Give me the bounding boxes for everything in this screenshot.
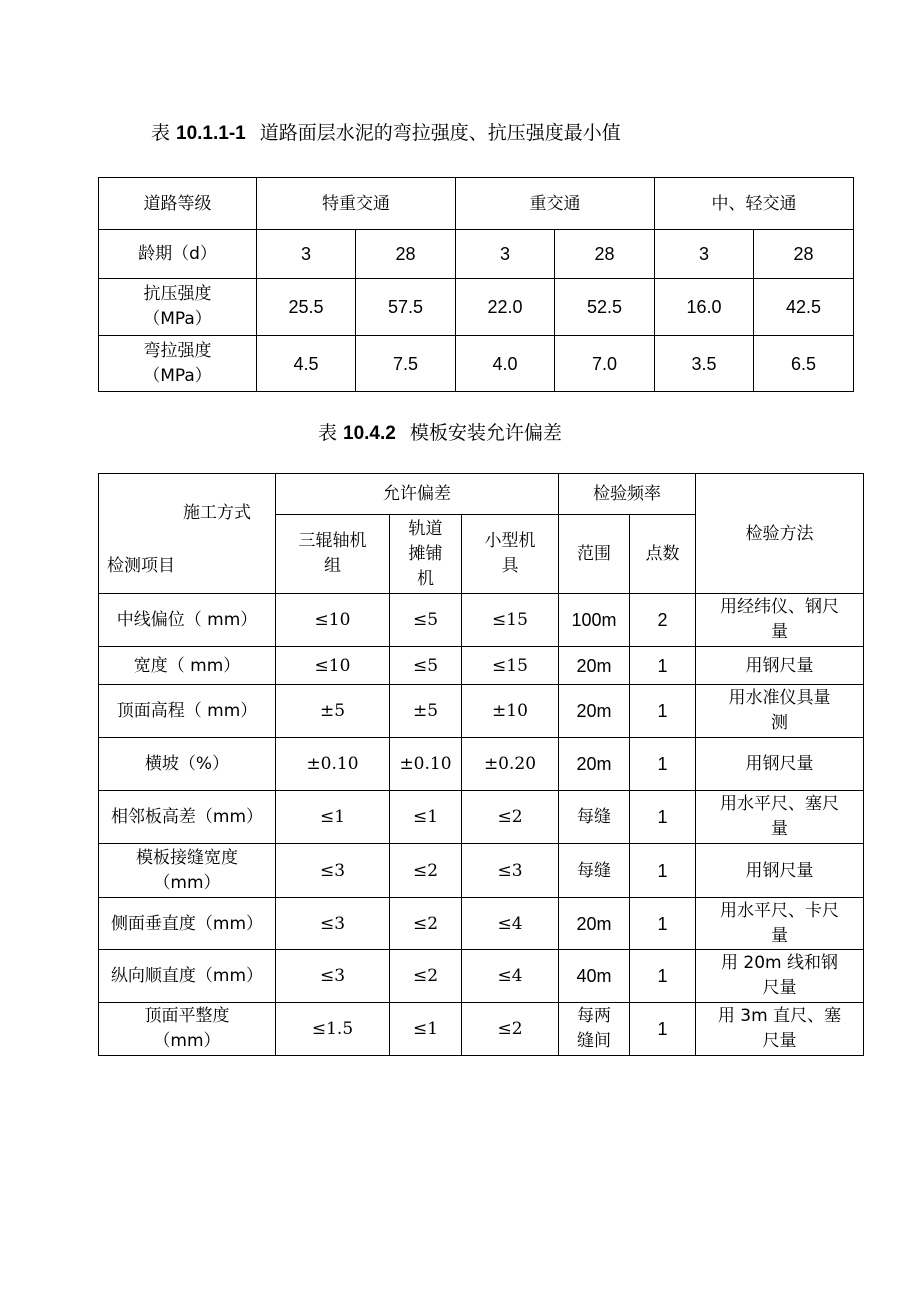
range-value: 40m [559,950,630,1003]
table-row [99,791,864,844]
method-line1: 用水平尺、塞尺 [720,794,839,814]
compressive-value: 52.5 [555,279,655,336]
points-header: 点数 [630,515,696,594]
track-paver-value: ≤1 [390,791,462,844]
table1-compressive-row [99,279,854,336]
compressive-value: 25.5 [257,279,356,336]
small-machine-value: ≤15 [462,594,559,647]
flexural-strength-label [99,336,257,392]
track-paver-value: ≤2 [390,898,462,950]
three-roller-value: ≤3 [276,898,390,950]
track-paver-value: ≤5 [390,647,462,685]
table-row [99,647,864,685]
flexural-value: 4.0 [456,336,555,392]
compressive-value: 16.0 [655,279,754,336]
table1-header-row [99,178,854,230]
allowable-deviation-header: 允许偏差 [276,474,559,515]
table2-caption-number: 10.4.2 [343,423,396,444]
item-cell: 中线偏位（ mm） [99,594,276,647]
small-machine-line1: 小型机 [484,531,536,551]
table1-caption-number: 10.1.1-1 [176,123,246,144]
method-line1: 用水平尺、卡尺 [720,900,839,921]
table2-caption [0,418,920,445]
method-cell [696,791,864,844]
range-value: 20m [559,738,630,791]
three-roller-value: ≤1.5 [276,1003,390,1056]
three-roller-value: ≤10 [276,647,390,685]
item-cell [99,844,276,898]
method-cell [696,594,864,647]
item-cell: 侧面垂直度（mm） [99,898,276,950]
road-grade-header: 道路等级 [99,178,257,230]
table-row [99,844,864,898]
points-value: 1 [630,647,696,685]
inspection-frequency-header: 检验频率 [559,474,696,515]
age-value: 28 [754,230,854,279]
three-roller-value: ±5 [276,685,390,738]
method-cell [696,898,864,950]
age-value: 28 [555,230,655,279]
item-line1: 顶面平整度 [144,1006,230,1026]
range-line2: 缝间 [577,1031,611,1051]
age-value: 3 [456,230,555,279]
flexural-value: 3.5 [655,336,754,392]
item-cell: 宽度（ mm） [99,647,276,685]
table1-flexural-row [99,336,854,392]
small-machine-value: ±10 [462,685,559,738]
table2-header-row1 [99,474,864,515]
age-value: 3 [655,230,754,279]
points-value: 1 [630,791,696,844]
flexural-value: 6.5 [754,336,854,392]
medium-light-traffic-header: 中、轻交通 [655,178,854,230]
track-paver-header [390,515,462,594]
method-cell: 用钢尺量 [696,738,864,791]
method-line2: 尺量 [762,978,797,998]
item-cell: 顶面高程（ mm） [99,685,276,738]
construction-method-header: 施工方式 [183,503,251,523]
method-line2: 测 [771,713,788,733]
points-value: 2 [630,594,696,647]
cement-strength-table [98,177,854,392]
heavy-traffic-header: 重交通 [456,178,655,230]
small-machine-value: ≤4 [462,950,559,1003]
points-value: 1 [630,898,696,950]
method-line2: 量 [771,622,788,642]
range-value: 每缝 [559,844,630,898]
range-value: 20m [559,898,630,950]
range-value: 20m [559,685,630,738]
compressive-label-line2: （MPa） [143,309,212,329]
method-cell [696,1003,864,1056]
small-machine-value: ≤4 [462,898,559,950]
three-roller-value: ≤3 [276,844,390,898]
compressive-label-line1: 抗压强度 [143,284,212,304]
track-paver-value: ±5 [390,685,462,738]
points-value: 1 [630,685,696,738]
table-row [99,950,864,1003]
small-machine-value: ≤3 [462,844,559,898]
method-cell: 用钢尺量 [696,844,864,898]
track-paver-value: ≤1 [390,1003,462,1056]
item-line1: 模板接缝宽度 [136,847,238,868]
small-machine-header [462,515,559,594]
range-value: 100m [559,594,630,647]
compressive-strength-label [99,279,257,336]
table1-caption-prefix: 表 [151,122,171,144]
small-machine-value: ±0.20 [462,738,559,791]
points-value: 1 [630,844,696,898]
method-line2: 量 [771,925,788,946]
corner-header-cell [99,474,276,594]
inspection-method-header: 检验方法 [696,474,864,594]
table-row [99,594,864,647]
item-cell: 横坡（%） [99,738,276,791]
table1-caption-text: 道路面层水泥的弯拉强度、抗压强度最小值 [259,122,621,144]
three-roller-line1: 三辊轴机 [298,531,367,551]
three-roller-value: ≤10 [276,594,390,647]
item-line2: （mm） [153,1031,221,1051]
table1-caption [0,118,920,145]
three-roller-value: ±0.10 [276,738,390,791]
flexural-value: 4.5 [257,336,356,392]
range-header: 范围 [559,515,630,594]
range-line1: 每两 [577,1006,611,1026]
method-line1: 用 3m 直尺、塞 [717,1006,842,1026]
item-line2: （mm） [153,872,221,893]
small-machine-value: ≤2 [462,1003,559,1056]
method-line1: 用水准仪具量 [728,688,831,708]
flexural-label-line2: （MPa） [143,365,212,386]
track-paver-line1: 轨道 [408,518,443,539]
range-value: 每缝 [559,791,630,844]
method-line1: 用经纬仪、钢尺 [720,597,839,617]
flexural-label-line1: 弯拉强度 [143,340,212,361]
range-value: 20m [559,647,630,685]
table-row [99,738,864,791]
three-roller-line2: 组 [324,556,341,576]
three-roller-value: ≤1 [276,791,390,844]
age-label: 龄期（d） [99,230,257,279]
table2-caption-prefix: 表 [318,422,338,444]
age-value: 3 [257,230,356,279]
table-row [99,1003,864,1056]
method-cell [696,685,864,738]
track-paver-value: ≤2 [390,844,462,898]
method-cell: 用钢尺量 [696,647,864,685]
age-value: 28 [356,230,456,279]
range-cell [559,1003,630,1056]
three-roller-header [276,515,390,594]
compressive-value: 22.0 [456,279,555,336]
compressive-value: 57.5 [356,279,456,336]
method-line2: 尺量 [762,1031,797,1051]
formwork-deviation-table [98,473,864,1056]
item-cell: 相邻板高差（mm） [99,791,276,844]
track-paver-value: ≤5 [390,594,462,647]
inspection-item-header: 检测项目 [107,556,175,576]
extra-heavy-traffic-header: 特重交通 [257,178,456,230]
table-row [99,898,864,950]
track-paver-line2: 摊铺 [408,543,443,564]
compressive-value: 42.5 [754,279,854,336]
flexural-value: 7.5 [356,336,456,392]
track-paver-value: ±0.10 [390,738,462,791]
table-row [99,685,864,738]
flexural-value: 7.0 [555,336,655,392]
points-value: 1 [630,738,696,791]
three-roller-value: ≤3 [276,950,390,1003]
track-paver-line3: 机 [417,568,434,589]
points-value: 1 [630,950,696,1003]
item-cell: 纵向顺直度（mm） [99,950,276,1003]
method-line2: 量 [771,819,788,839]
table1-age-row [99,230,854,279]
method-line1: 用 20m 线和钢 [721,953,838,973]
small-machine-line2: 具 [501,556,519,576]
track-paver-value: ≤2 [390,950,462,1003]
small-machine-value: ≤2 [462,791,559,844]
points-value: 1 [630,1003,696,1056]
table2-caption-text: 模板安装允许偏差 [409,422,562,444]
small-machine-value: ≤15 [462,647,559,685]
method-cell [696,950,864,1003]
item-cell [99,1003,276,1056]
